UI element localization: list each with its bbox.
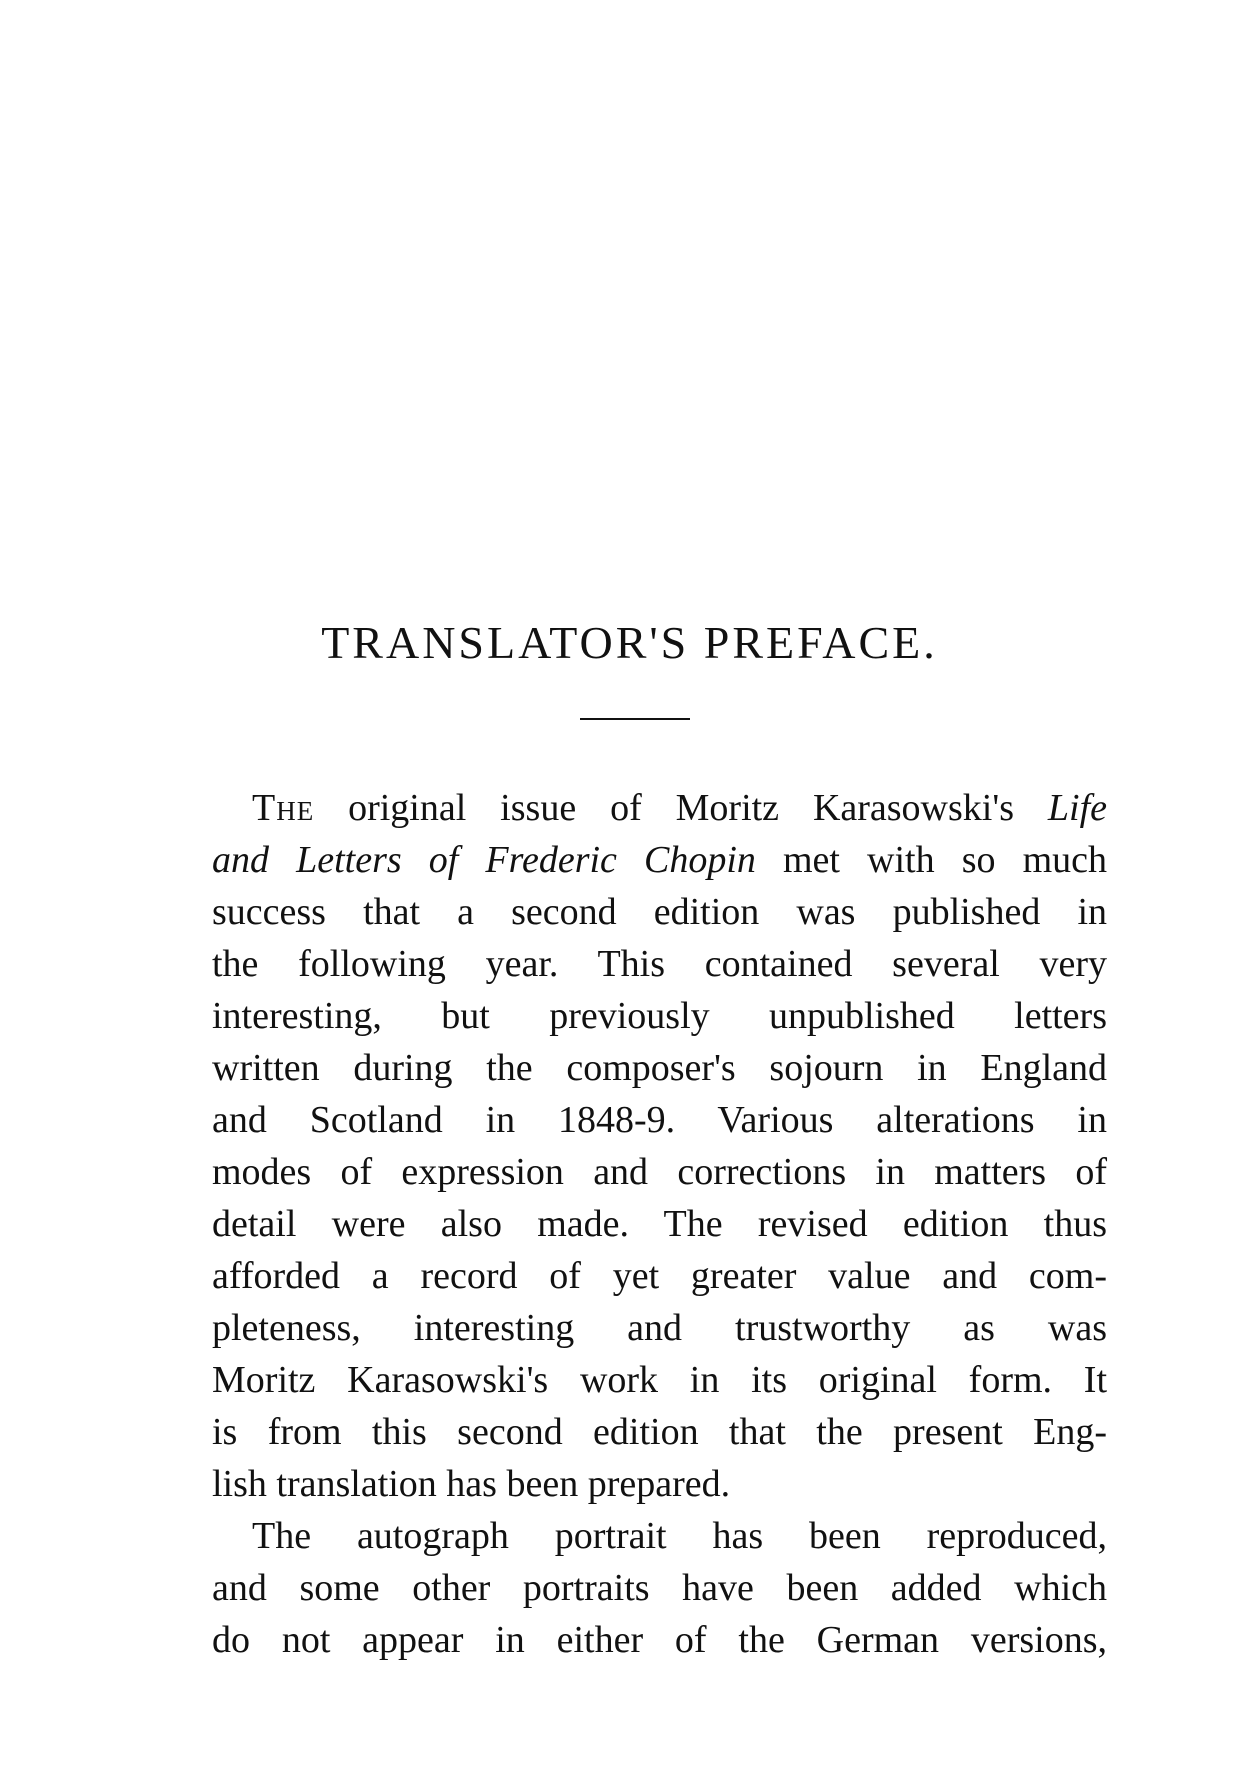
text-line: Moritz Karasowski's work in its original form. It <box>212 1359 1107 1401</box>
text-line: afforded a record of yet greater value and com- <box>212 1255 1107 1297</box>
book-title-italic: Life <box>1047 787 1107 829</box>
text-line <box>212 834 1107 886</box>
paragraph-1 <box>212 782 1107 1510</box>
title-divider <box>580 718 690 720</box>
text-line: modes of expression and corrections in matters of <box>212 1151 1107 1193</box>
text-line <box>212 782 1107 834</box>
paragraph-2 <box>212 1510 1107 1666</box>
book-title-italic: and Letters of Frederic Chopin <box>212 839 756 881</box>
text-span: original issue of Moritz Karasowski's <box>314 787 1048 829</box>
text-line: and some other portraits have been added which <box>212 1567 1107 1609</box>
preface-body <box>212 782 1107 1666</box>
text-line: the following year. This contained several very <box>212 943 1107 985</box>
text-line: interesting, but previously unpublished letters <box>212 995 1107 1037</box>
text-line: The autograph portrait has been reproduced, <box>252 1515 1107 1557</box>
text-line: detail were also made. The revised edition thus <box>212 1203 1107 1245</box>
page-title: TRANSLATOR'S PREFACE. <box>321 617 938 668</box>
text-span: met with so much <box>782 839 1107 881</box>
text-line: pleteness, interesting and trustworthy as was <box>212 1307 1107 1349</box>
text-line: written during the composer's sojourn in England <box>212 1047 1107 1089</box>
text-line: do not appear in either of the German versions, <box>212 1619 1107 1661</box>
text-line: success that a second edition was published in <box>212 891 1107 933</box>
text-line: and Scotland in 1848-9. Various alterations in <box>212 1099 1107 1141</box>
text-line: is from this second edition that the present Eng- <box>212 1411 1107 1453</box>
lead-caps: The <box>252 787 315 829</box>
text-line: lish translation has been prepared. <box>212 1463 731 1505</box>
